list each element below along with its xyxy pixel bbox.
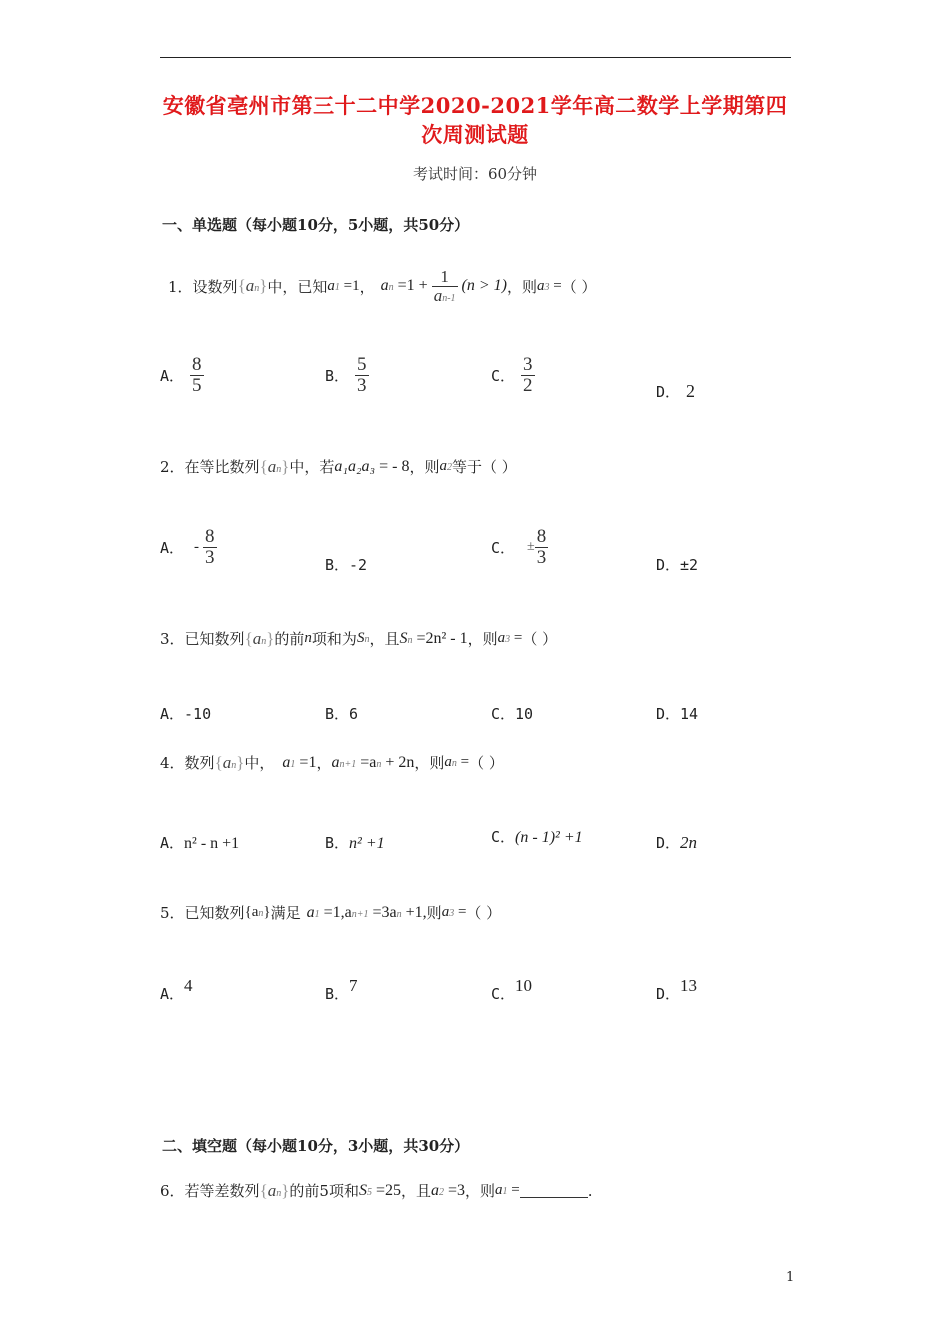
q2-text-4: 等于（ ）	[451, 458, 517, 476]
q5-seq: {an}	[244, 904, 271, 920]
question-3	[160, 628, 557, 649]
q2-number: 2．	[160, 458, 185, 476]
q3-option-a[interactable]: A．-10	[160, 705, 212, 723]
q3-sum: Sn	[356, 630, 370, 646]
q6-text-3: ，且	[400, 1182, 431, 1200]
q1-text-4: ，则	[507, 277, 538, 296]
q3-option-c[interactable]: C．10	[491, 705, 534, 723]
q6-text-2: 的前5项和	[289, 1182, 359, 1200]
q5-option-a[interactable]: A．4	[160, 976, 193, 1003]
q2-text-1: 在等比数列	[184, 458, 260, 476]
q3-seq: {an}	[244, 628, 275, 648]
question-4	[160, 752, 504, 773]
q4-text-2: 中，	[244, 754, 275, 772]
q3-option-d[interactable]: D．14	[656, 705, 699, 723]
doc-title-line-2: 次周测试题	[421, 122, 529, 147]
question-5	[160, 902, 501, 923]
q6-seq: {an}	[259, 1180, 290, 1200]
q2-text-3: ，则	[409, 458, 440, 476]
q4-ask: an =	[444, 754, 470, 770]
q5-text-2: 满足	[270, 904, 301, 922]
q3-ask: a3 =	[497, 630, 523, 646]
exam-time: 考试时间：60分钟	[412, 165, 538, 183]
q4-seq: {an}	[214, 752, 245, 772]
q4-text-5: （ ）	[469, 754, 504, 772]
q4-option-d[interactable]: D．2n	[656, 833, 698, 852]
q1-option-d[interactable]: D． 2	[656, 381, 696, 401]
q4-option-b[interactable]: B．n² +1	[325, 834, 385, 852]
q2-option-d[interactable]: D．±2	[656, 556, 699, 574]
q5-ask: a3 =	[441, 904, 467, 920]
q4-recurrence: an+1 =an + 2n	[331, 753, 415, 771]
page-number: 1	[786, 1270, 795, 1285]
q5-text-3: 则	[426, 904, 442, 922]
q2-option-c[interactable]: C． ± $\frac{8}{3}$	[491, 526, 547, 568]
q6-ask: a1 =	[495, 1182, 520, 1198]
q5-condition: a1 =1,an+1 =3an +1,	[306, 903, 427, 921]
q6-text-4: ，则	[465, 1182, 496, 1200]
question-1	[168, 256, 597, 316]
q5-option-c[interactable]: C．10	[491, 976, 533, 1003]
q2-seq: {an}	[259, 456, 290, 476]
q2-option-b[interactable]: B．-2	[325, 556, 368, 574]
q3-text-6: ，则	[467, 630, 498, 648]
header-rule	[160, 57, 791, 58]
q3-text-7: （ ）	[522, 630, 558, 648]
q1-text-3: ，	[359, 277, 375, 296]
question-2	[160, 456, 517, 477]
q1-option-a[interactable]: A． $\frac{8}{5}$	[160, 354, 202, 396]
q5-text-4: （ ）	[466, 904, 502, 922]
q1-number: 1．	[168, 277, 193, 296]
q3-text-2: 的前	[274, 630, 305, 648]
q3-text-5: ，且	[369, 630, 400, 648]
q4-initial: a1 =1	[282, 753, 317, 771]
q4-number: 4．	[160, 754, 185, 772]
q1-condition: a1 =1	[327, 277, 360, 294]
q1-recurrence: an =1 + $\frac{1}{an-1}$ (n > 1)	[380, 266, 507, 305]
q2-option-a[interactable]: A． - $\frac{8}{3}$	[160, 526, 215, 568]
section-1-heading: 一、单选题（每小题10分，5小题，共50分）	[162, 216, 470, 234]
q1-seq: {an}	[237, 276, 268, 295]
q5-text-1: 已知数列	[184, 904, 245, 922]
q1-text-5: （ ）	[561, 277, 597, 296]
q3-text-1: 已知数列	[184, 630, 245, 648]
q3-text-4: 项和为	[311, 630, 357, 648]
q6-text-1: 若等差数列	[184, 1182, 260, 1200]
q1-option-b[interactable]: B． $\frac{5}{3}$	[325, 354, 367, 396]
q4-option-c[interactable]: C．(n - 1)² +1	[491, 828, 583, 846]
q1-option-c[interactable]: C． $\frac{3}{2}$	[491, 354, 533, 396]
q3-option-b[interactable]: B．6	[325, 705, 359, 723]
q6-number: 6．	[160, 1182, 185, 1200]
q6-text-5: .	[587, 1181, 593, 1200]
q4-text-4: ，则	[414, 754, 445, 772]
section-2-heading: 二、填空题（每小题10分，3小题，共30分）	[162, 1137, 470, 1155]
q4-text-1: 数列	[184, 754, 215, 772]
q5-option-d[interactable]: D．13	[656, 976, 698, 1003]
q4-option-a[interactable]: A．n² - n +1	[160, 834, 240, 852]
question-6	[160, 1180, 593, 1201]
q2-ask: a2	[439, 458, 452, 474]
doc-title-line-1: 安徽省亳州市第三十二中学2020-2021学年高二数学上学期第四	[162, 93, 788, 118]
q6-answer-blank[interactable]	[520, 1183, 588, 1198]
q3-formula: Sn =2n² - 1	[399, 629, 468, 647]
q3-n: n	[304, 630, 312, 646]
q1-ask: a3 =	[537, 277, 562, 294]
q4-text-3: ，	[316, 754, 332, 772]
q2-text-2: 中，若	[289, 458, 335, 476]
q1-text-2: 中，已知	[267, 277, 328, 296]
q1-text-1: 设数列	[192, 277, 238, 296]
q2-product: a₁a₂a₃ = - 8	[334, 457, 410, 475]
q6-sum: S5 =25	[358, 1181, 401, 1199]
q5-number: 5．	[160, 904, 185, 922]
q3-number: 3．	[160, 630, 185, 648]
q6-given: a2 =3	[431, 1181, 466, 1199]
q5-option-b[interactable]: B．7	[325, 976, 358, 1003]
